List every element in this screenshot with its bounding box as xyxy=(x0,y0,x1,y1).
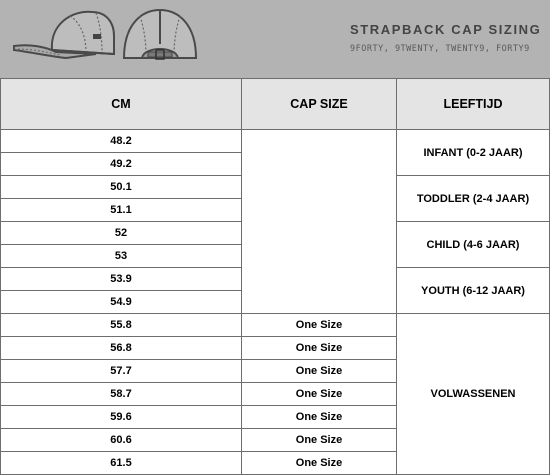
cm-cell: 53 xyxy=(1,245,242,268)
cap-side-view-icon xyxy=(14,12,114,58)
page-title: STRAPBACK CAP SIZING xyxy=(350,22,542,37)
cm-cell: 61.5 xyxy=(1,452,242,475)
cap-size-cell: One Size xyxy=(242,452,397,475)
cap-back-view-icon xyxy=(124,10,196,59)
cap-size-cell: One Size xyxy=(242,429,397,452)
cm-cell: 59.6 xyxy=(1,406,242,429)
header-banner xyxy=(0,0,550,78)
cap-size-cell: One Size xyxy=(242,314,397,337)
cm-cell: 57.7 xyxy=(1,360,242,383)
column-header-cm: CM xyxy=(1,79,242,130)
cap-illustration xyxy=(0,0,260,78)
cm-cell: 58.7 xyxy=(1,383,242,406)
table-header-row xyxy=(1,79,550,130)
age-group-cell: INFANT (0-2 JAAR) xyxy=(397,130,550,176)
sizing-table xyxy=(0,78,550,475)
column-header-leeftijd: LEEFTIJD xyxy=(397,79,550,130)
cm-cell: 53.9 xyxy=(1,268,242,291)
cap-size-cell: One Size xyxy=(242,406,397,429)
age-group-cell: TODDLER (2-4 JAAR) xyxy=(397,176,550,222)
age-group-cell: VOLWASSENEN xyxy=(397,314,550,475)
cap-size-cell-empty xyxy=(242,130,397,314)
cm-cell: 52 xyxy=(1,222,242,245)
cm-cell: 50.1 xyxy=(1,176,242,199)
cap-size-cell: One Size xyxy=(242,360,397,383)
model-list: 9FORTY, 9TWENTY, TWENTY9, FORTY9 xyxy=(350,44,530,54)
age-group-cell: CHILD (4-6 JAAR) xyxy=(397,222,550,268)
table-row xyxy=(1,314,550,337)
table-row xyxy=(1,130,550,153)
cm-cell: 48.2 xyxy=(1,130,242,153)
cap-size-cell: One Size xyxy=(242,337,397,360)
cm-cell: 56.8 xyxy=(1,337,242,360)
cm-cell: 60.6 xyxy=(1,429,242,452)
cap-size-cell: One Size xyxy=(242,383,397,406)
age-group-cell: YOUTH (6-12 JAAR) xyxy=(397,268,550,314)
cm-cell: 55.8 xyxy=(1,314,242,337)
cm-cell: 51.1 xyxy=(1,199,242,222)
cm-cell: 54.9 xyxy=(1,291,242,314)
cm-cell: 49.2 xyxy=(1,153,242,176)
column-header-cap-size: CAP SIZE xyxy=(242,79,397,130)
